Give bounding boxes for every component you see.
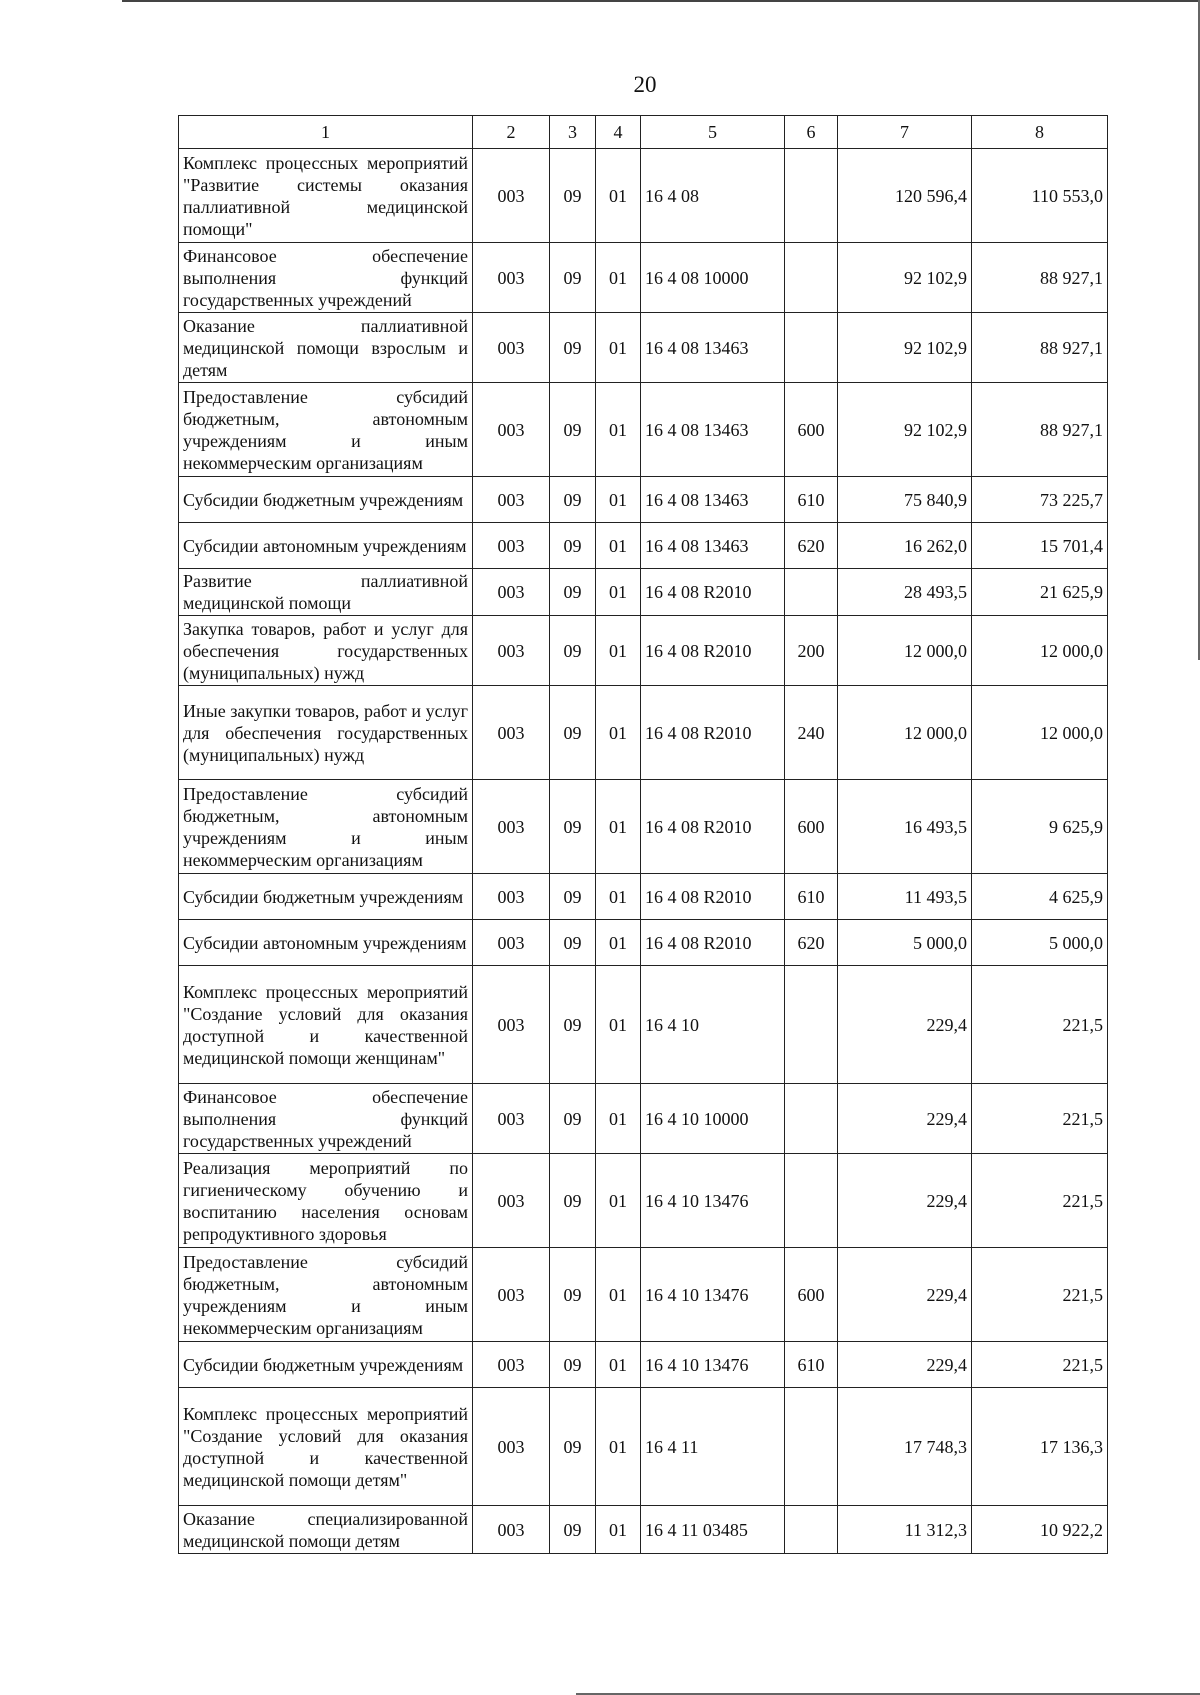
col3-cell: 09	[550, 1506, 596, 1554]
col4-cell: 01	[596, 383, 641, 477]
col7-cell: 16 493,5	[838, 780, 972, 874]
col6-cell	[785, 149, 838, 243]
col3-cell: 09	[550, 1388, 596, 1506]
row-name-cell: Субсидии бюджетным учреждениям	[179, 1342, 473, 1388]
col4-cell: 01	[596, 966, 641, 1084]
col7-cell: 11 493,5	[838, 874, 972, 920]
row-name-cell: Комплекс процессных мероприятий "Создание условий для оказания доступной и качественной медицинской помощи женщинам"	[179, 966, 473, 1084]
table-row	[179, 874, 1108, 920]
table-row	[179, 686, 1108, 780]
row-name-cell: Субсидии бюджетным учреждениям	[179, 874, 473, 920]
col2-cell: 003	[473, 1248, 550, 1342]
row-name-cell: Субсидии бюджетным учреждениям	[179, 477, 473, 523]
col8-cell: 221,5	[972, 966, 1108, 1084]
col7-cell: 75 840,9	[838, 477, 972, 523]
col4-cell: 01	[596, 243, 641, 313]
col6-cell	[785, 313, 838, 383]
col8-cell: 73 225,7	[972, 477, 1108, 523]
header-cell: 8	[972, 116, 1108, 149]
table-row	[179, 313, 1108, 383]
table-row	[179, 569, 1108, 616]
col8-cell: 221,5	[972, 1154, 1108, 1248]
col4-cell: 01	[596, 920, 641, 966]
col2-cell: 003	[473, 780, 550, 874]
col7-cell: 229,4	[838, 1248, 972, 1342]
col4-cell: 01	[596, 1342, 641, 1388]
col8-cell: 4 625,9	[972, 874, 1108, 920]
row-name-cell: Предоставление субсидий бюджетным, автономным учреждениям и иным некоммерческим организациям	[179, 383, 473, 477]
col3-cell: 09	[550, 569, 596, 616]
budget-table	[178, 115, 1108, 1554]
col8-cell: 21 625,9	[972, 569, 1108, 616]
row-name-cell: Иные закупки товаров, работ и услуг для обеспечения государственных (муниципальных) нужд	[179, 686, 473, 780]
col5-cell: 16 4 08 R2010	[641, 874, 785, 920]
col2-cell: 003	[473, 477, 550, 523]
col5-cell: 16 4 10 13476	[641, 1342, 785, 1388]
col3-cell: 09	[550, 966, 596, 1084]
table-row	[179, 477, 1108, 523]
col6-cell: 610	[785, 1342, 838, 1388]
col5-cell: 16 4 08 R2010	[641, 616, 785, 686]
col3-cell: 09	[550, 477, 596, 523]
table-row	[179, 1248, 1108, 1342]
col6-cell	[785, 1154, 838, 1248]
col6-cell	[785, 1388, 838, 1506]
col6-cell	[785, 966, 838, 1084]
col2-cell: 003	[473, 1506, 550, 1554]
col2-cell: 003	[473, 1388, 550, 1506]
col5-cell: 16 4 08	[641, 149, 785, 243]
col5-cell: 16 4 08 R2010	[641, 780, 785, 874]
header-cell: 7	[838, 116, 972, 149]
table-row	[179, 780, 1108, 874]
col2-cell: 003	[473, 966, 550, 1084]
col6-cell: 200	[785, 616, 838, 686]
col7-cell: 92 102,9	[838, 243, 972, 313]
table-row	[179, 243, 1108, 313]
col4-cell: 01	[596, 1248, 641, 1342]
page-number: 20	[633, 72, 657, 97]
col8-cell: 221,5	[972, 1248, 1108, 1342]
col6-cell	[785, 1506, 838, 1554]
col3-cell: 09	[550, 1084, 596, 1154]
table-row	[179, 1388, 1108, 1506]
header-row	[179, 116, 1108, 149]
col6-cell: 600	[785, 1248, 838, 1342]
col7-cell: 11 312,3	[838, 1506, 972, 1554]
col3-cell: 09	[550, 313, 596, 383]
row-name-cell: Финансовое обеспечение выполнения функций государственных учреждений	[179, 1084, 473, 1154]
table-row	[179, 1154, 1108, 1248]
col2-cell: 003	[473, 1154, 550, 1248]
col5-cell: 16 4 08 10000	[641, 243, 785, 313]
col3-cell: 09	[550, 1248, 596, 1342]
col3-cell: 09	[550, 383, 596, 477]
col7-cell: 229,4	[838, 1342, 972, 1388]
col7-cell: 12 000,0	[838, 616, 972, 686]
row-name-cell: Развитие паллиативной медицинской помощи	[179, 569, 473, 616]
col5-cell: 16 4 08 13463	[641, 383, 785, 477]
header-cell: 3	[550, 116, 596, 149]
col6-cell: 610	[785, 477, 838, 523]
col7-cell: 229,4	[838, 1154, 972, 1248]
col2-cell: 003	[473, 874, 550, 920]
col3-cell: 09	[550, 874, 596, 920]
col2-cell: 003	[473, 523, 550, 569]
col8-cell: 88 927,1	[972, 383, 1108, 477]
col6-cell: 620	[785, 920, 838, 966]
col7-cell: 92 102,9	[838, 383, 972, 477]
col2-cell: 003	[473, 383, 550, 477]
col8-cell: 15 701,4	[972, 523, 1108, 569]
table-row	[179, 920, 1108, 966]
col5-cell: 16 4 08 R2010	[641, 686, 785, 780]
table-row	[179, 1506, 1108, 1554]
col8-cell: 110 553,0	[972, 149, 1108, 243]
col4-cell: 01	[596, 523, 641, 569]
col7-cell: 229,4	[838, 1084, 972, 1154]
col8-cell: 12 000,0	[972, 616, 1108, 686]
row-name-cell: Субсидии автономным учреждениям	[179, 920, 473, 966]
row-name-cell: Оказание специализированной медицинской помощи детям	[179, 1506, 473, 1554]
row-name-cell: Финансовое обеспечение выполнения функций государственных учреждений	[179, 243, 473, 313]
col8-cell: 12 000,0	[972, 686, 1108, 780]
col5-cell: 16 4 08 R2010	[641, 569, 785, 616]
col5-cell: 16 4 08 13463	[641, 523, 785, 569]
col5-cell: 16 4 08 R2010	[641, 920, 785, 966]
row-name-cell: Оказание паллиативной медицинской помощи взрослым и детям	[179, 313, 473, 383]
col2-cell: 003	[473, 686, 550, 780]
col4-cell: 01	[596, 477, 641, 523]
col4-cell: 01	[596, 686, 641, 780]
col3-cell: 09	[550, 780, 596, 874]
row-name-cell: Предоставление субсидий бюджетным, автономным учреждениям и иным некоммерческим организациям	[179, 1248, 473, 1342]
col2-cell: 003	[473, 569, 550, 616]
row-name-cell: Предоставление субсидий бюджетным, автономным учреждениям и иным некоммерческим организациям	[179, 780, 473, 874]
col5-cell: 16 4 11	[641, 1388, 785, 1506]
col5-cell: 16 4 08 13463	[641, 477, 785, 523]
table-row	[179, 523, 1108, 569]
col3-cell: 09	[550, 149, 596, 243]
col6-cell	[785, 569, 838, 616]
header-cell: 6	[785, 116, 838, 149]
col7-cell: 120 596,4	[838, 149, 972, 243]
col5-cell: 16 4 10 13476	[641, 1248, 785, 1342]
col8-cell: 17 136,3	[972, 1388, 1108, 1506]
col8-cell: 9 625,9	[972, 780, 1108, 874]
col8-cell: 221,5	[972, 1084, 1108, 1154]
col8-cell: 221,5	[972, 1342, 1108, 1388]
col7-cell: 92 102,9	[838, 313, 972, 383]
header-cell: 5	[641, 116, 785, 149]
col2-cell: 003	[473, 1084, 550, 1154]
col7-cell: 229,4	[838, 966, 972, 1084]
col7-cell: 12 000,0	[838, 686, 972, 780]
row-name-cell: Комплекс процессных мероприятий "Создание условий для оказания доступной и качественной медицинской помощи детям"	[179, 1388, 473, 1506]
col2-cell: 003	[473, 313, 550, 383]
header-cell: 2	[473, 116, 550, 149]
col4-cell: 01	[596, 1388, 641, 1506]
col4-cell: 01	[596, 780, 641, 874]
col7-cell: 17 748,3	[838, 1388, 972, 1506]
col8-cell: 88 927,1	[972, 313, 1108, 383]
col7-cell: 5 000,0	[838, 920, 972, 966]
row-name-cell: Комплекс процессных мероприятий "Развитие системы оказания паллиативной медицинской помощи"	[179, 149, 473, 243]
row-name-cell: Субсидии автономным учреждениям	[179, 523, 473, 569]
col3-cell: 09	[550, 616, 596, 686]
col2-cell: 003	[473, 149, 550, 243]
col3-cell: 09	[550, 1342, 596, 1388]
col7-cell: 28 493,5	[838, 569, 972, 616]
col8-cell: 88 927,1	[972, 243, 1108, 313]
scan-edge-top	[122, 0, 1200, 2]
col4-cell: 01	[596, 616, 641, 686]
col6-cell	[785, 1084, 838, 1154]
header-cell: 4	[596, 116, 641, 149]
col4-cell: 01	[596, 1154, 641, 1248]
col6-cell: 620	[785, 523, 838, 569]
col5-cell: 16 4 10 13476	[641, 1154, 785, 1248]
col4-cell: 01	[596, 1084, 641, 1154]
col4-cell: 01	[596, 1506, 641, 1554]
col6-cell	[785, 243, 838, 313]
col2-cell: 003	[473, 1342, 550, 1388]
col3-cell: 09	[550, 686, 596, 780]
col4-cell: 01	[596, 149, 641, 243]
col3-cell: 09	[550, 920, 596, 966]
col5-cell: 16 4 10	[641, 966, 785, 1084]
col7-cell: 16 262,0	[838, 523, 972, 569]
row-name-cell: Реализация мероприятий по гигиеническому обучению и воспитанию населения основам репродуктивного здоровья	[179, 1154, 473, 1248]
col2-cell: 003	[473, 243, 550, 313]
table-row	[179, 966, 1108, 1084]
col6-cell: 610	[785, 874, 838, 920]
col5-cell: 16 4 08 13463	[641, 313, 785, 383]
col3-cell: 09	[550, 1154, 596, 1248]
col8-cell: 5 000,0	[972, 920, 1108, 966]
col5-cell: 16 4 10 10000	[641, 1084, 785, 1154]
table-row	[179, 1342, 1108, 1388]
col5-cell: 16 4 11 03485	[641, 1506, 785, 1554]
col4-cell: 01	[596, 569, 641, 616]
header-cell: 1	[179, 116, 473, 149]
col2-cell: 003	[473, 920, 550, 966]
col3-cell: 09	[550, 243, 596, 313]
col6-cell: 600	[785, 780, 838, 874]
col6-cell: 240	[785, 686, 838, 780]
table-row	[179, 383, 1108, 477]
col4-cell: 01	[596, 874, 641, 920]
table-row	[179, 1084, 1108, 1154]
col3-cell: 09	[550, 523, 596, 569]
col4-cell: 01	[596, 313, 641, 383]
table-row	[179, 149, 1108, 243]
row-name-cell: Закупка товаров, работ и услуг для обеспечения государственных (муниципальных) нужд	[179, 616, 473, 686]
col2-cell: 003	[473, 616, 550, 686]
table-row	[179, 616, 1108, 686]
col8-cell: 10 922,2	[972, 1506, 1108, 1554]
col6-cell: 600	[785, 383, 838, 477]
